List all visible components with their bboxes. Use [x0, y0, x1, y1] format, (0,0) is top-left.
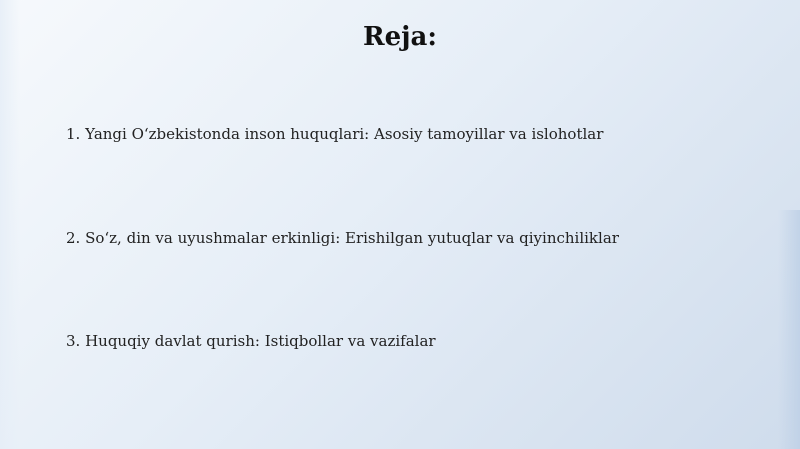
plan-item-3: 3. Huquqiy davlat qurish: Istiqbollar va vazifalar: [66, 332, 436, 350]
slide-title: Reja:: [362, 22, 437, 52]
plan-item-1: 1. Yangi O‘zbekistonda inson huquqlari: Asosiy tamoyillar va islohotlar: [66, 125, 604, 143]
plan-item-2: 2. So‘z, din va uyushmalar erkinligi: Erishilgan yutuqlar va qiyinchiliklar: [66, 229, 619, 247]
slide-right-edge-decoration: [778, 210, 800, 449]
slide-left-edge-decoration: [0, 0, 20, 449]
